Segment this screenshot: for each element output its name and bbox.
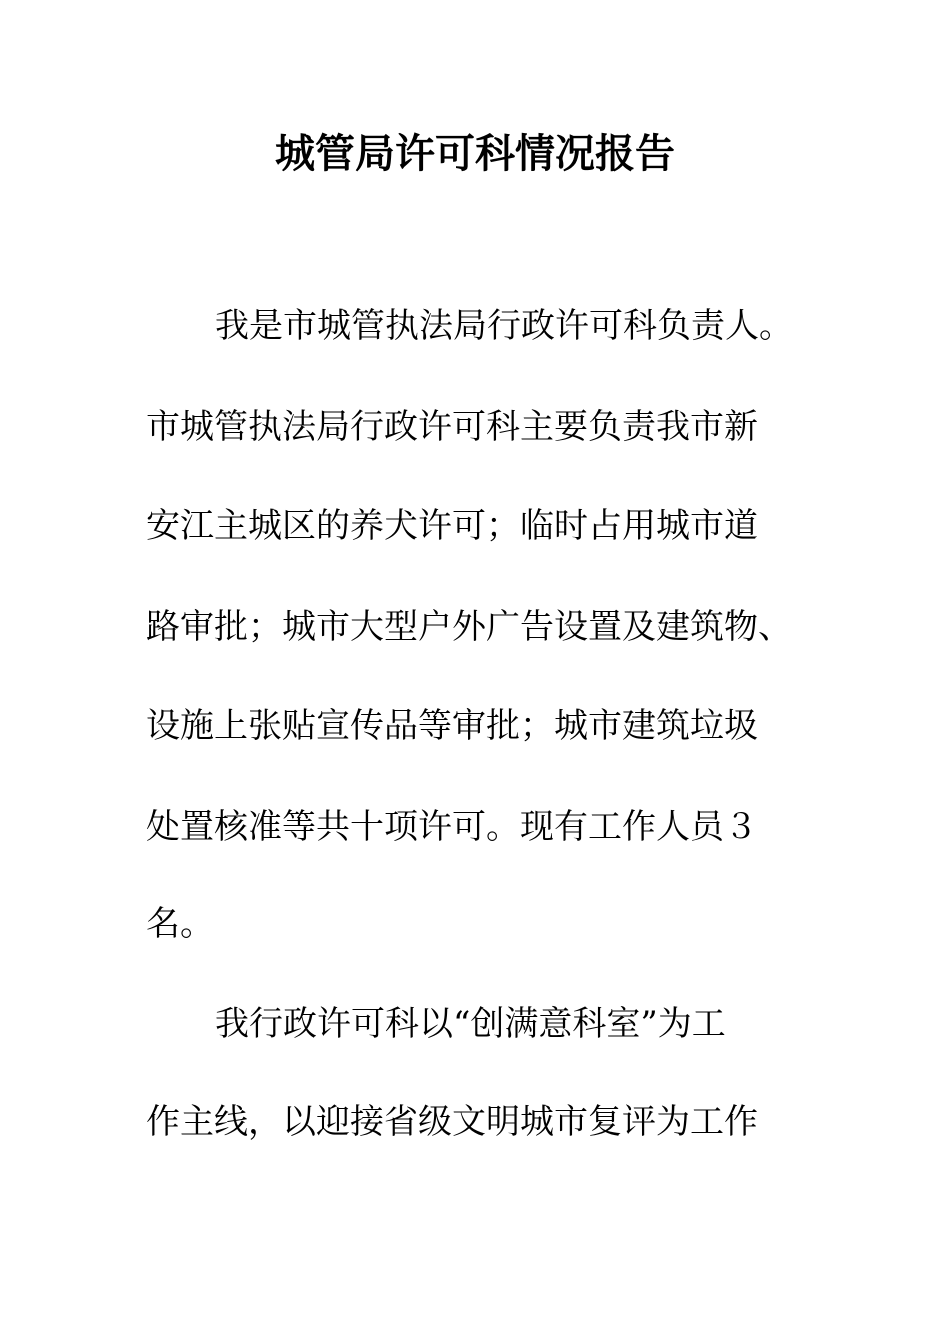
paragraph-2-line-1: 我行政许可科以“创满意科室”为工	[215, 1004, 726, 1044]
paragraph-1-line-4: 路审批；城市大型户外广告设置及建筑物、	[146, 607, 792, 647]
paragraph-1-line-6: 处置核准等共十项许可。现有工作人员３	[146, 807, 758, 847]
paragraph-1-line-2: 市城管执法局行政许可科主要负责我市新	[146, 407, 758, 447]
paragraph-1-line-1: 我是市城管执法局行政许可科负责人。	[215, 306, 793, 346]
document-title: 城管局许可科情况报告	[275, 131, 675, 177]
paragraph-2-line-2: 作主线，以迎接省级文明城市复评为工作	[146, 1102, 758, 1142]
paragraph-1-line-7: 名。	[146, 904, 214, 944]
paragraph-1-line-3: 安江主城区的养犬许可；临时占用城市道	[146, 506, 758, 546]
paragraph-1-line-5: 设施上张贴宣传品等审批；城市建筑垃圾	[146, 706, 758, 746]
